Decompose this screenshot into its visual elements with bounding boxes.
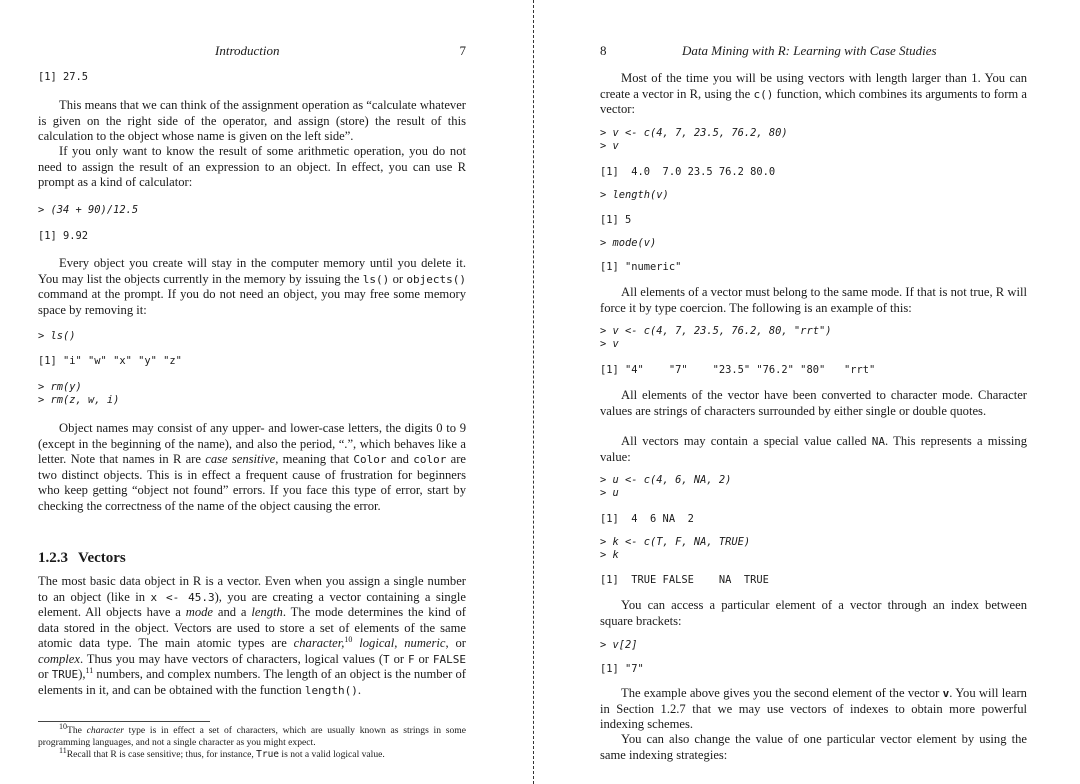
- right-page-header: [600, 43, 1027, 59]
- code-command: > v: [600, 140, 619, 152]
- code-output: [1] "numeric": [600, 261, 682, 273]
- running-title: Data Mining with R: Learning with Case Studies: [682, 43, 937, 58]
- code-command: > u <- c(4, 6, NA, 2): [600, 474, 732, 486]
- code-output: [1] TRUE FALSE NA TRUE: [600, 574, 769, 586]
- code-output: [1] 27.5: [38, 71, 89, 83]
- code-output: [1] 9.92: [38, 230, 89, 242]
- code-command: > k <- c(T, F, NA, TRUE): [600, 536, 751, 548]
- paragraph: Object names may consist of any upper- and lower-case letters, the digits 0 to 9 (except in the beginning of the name), and also the period, “.”, which behaves like a letter. Note that names in R are case sensitive, meaning that Color and color are two distinct objects. This is in effect a frequent cause of frustration for beginners who keep getting “object not found” errors. If you face this type of error, start by checking the correctness of the name of the object causing the error.: [38, 421, 466, 513]
- paragraph: All elements of the vector have been converted to character mode. Character values are strings of characters surrounded by either single or double quotes.: [600, 388, 1027, 418]
- code-command: > u: [600, 487, 619, 499]
- code-command: > (34 + 90)/12.5: [38, 204, 139, 216]
- paragraph: Every object you create will stay in the computer memory until you delete it. You may list the objects currently in the memory by issuing the ls() or objects() command at the prompt. If you do not need an object, you may free some memory space by removing it:: [38, 256, 466, 317]
- page-number: 7: [459, 43, 466, 58]
- code-command: > v <- c(4, 7, 23.5, 76.2, 80): [600, 127, 788, 139]
- code-command: > v[2]: [600, 639, 638, 651]
- left-page-header: [38, 43, 466, 59]
- paragraph: All elements of a vector must belong to the same mode. If that is not true, R will force it by type coercion. The following is an example of this:: [600, 285, 1027, 315]
- code-command: > v: [600, 338, 619, 350]
- paragraph: All vectors may contain a special value called NA. This represents a missing value:: [600, 434, 1027, 464]
- paragraph: Most of the time you will be using vectors with length larger than 1. You can create a vector in R, using the c() function, which combines its arguments to form a vector:: [600, 71, 1027, 116]
- code-command: > rm(y): [38, 381, 82, 393]
- running-title: Introduction: [215, 43, 280, 58]
- paragraph: The most basic data object in R is a vector. Even when you assign a single number to an object (like in x <- 45.3), you are creating a vector containing a single element. All objects have a mode and a length. The mode determines the kind of data stored in the object. Vectors are used to store a set of elements of the same atomic data type. The main atomic types are character,$^{10}$ logical, numeric, or complex. Thus you may have vectors of characters, logical values (T or F or FALSE or TRUE),$^{11}$ numbers, and complex numbers. The length of an object is the number of elements in it, and can be obtained with the function length().: [38, 574, 467, 697]
- code-output: [1] "4" "7" "23.5" "76.2" "80" "rrt": [600, 364, 876, 376]
- footnote: $^{11}$Recall that R is case sensitive; thus, for instance, True is not a valid logical value.: [59, 745, 385, 760]
- right-page: [600, 0, 1027, 784]
- code-command: > rm(z, w, i): [38, 394, 120, 406]
- code-command: > ls(): [38, 330, 76, 342]
- code-command: > v <- c(4, 7, 23.5, 76.2, 80, "rrt"): [600, 325, 832, 337]
- footnote: $^{10}$The character type is in effect a set of characters, which are usually known as strings in some programming languages, and not a single character as you might expect.: [38, 721, 466, 748]
- paragraph: You can access a particular element of a vector through an index between square brackets:: [600, 598, 1027, 628]
- page-number: 8: [600, 43, 607, 58]
- section-heading: 1.2.3 Vectors: [38, 550, 126, 566]
- paragraph: The example above gives you the second element of the vector v. You will learn in Section 1.2.7 that we may use vectors of indexes to obtain more powerful indexing schemes.: [600, 686, 1027, 731]
- paragraph: If you only want to know the result of some arithmetic operation, you do not need to assign the result of an expression to an object. In effect, you can use R prompt as a kind of calculator:: [38, 144, 466, 189]
- code-command: > length(v): [600, 189, 669, 201]
- code-output: [1] 4 6 NA 2: [600, 513, 694, 525]
- code-output: [1] "i" "w" "x" "y" "z": [38, 355, 182, 367]
- code-command: > k: [600, 549, 619, 561]
- code-output: [1] 5: [600, 214, 632, 226]
- paragraph: This means that we can think of the assignment operation as “calculate whatever is given on the right side of the operator, and assign (store) the result of this calculation to the object whose name is given on the left side”.: [38, 98, 466, 143]
- paragraph: You can also change the value of one particular vector element by using the same indexing strategies:: [600, 732, 1027, 762]
- code-output: [1] 4.0 7.0 23.5 76.2 80.0: [600, 166, 776, 178]
- page-divider: [533, 0, 534, 784]
- left-page: [38, 0, 466, 784]
- code-command: > mode(v): [600, 237, 657, 249]
- code-output: [1] "7": [600, 663, 644, 675]
